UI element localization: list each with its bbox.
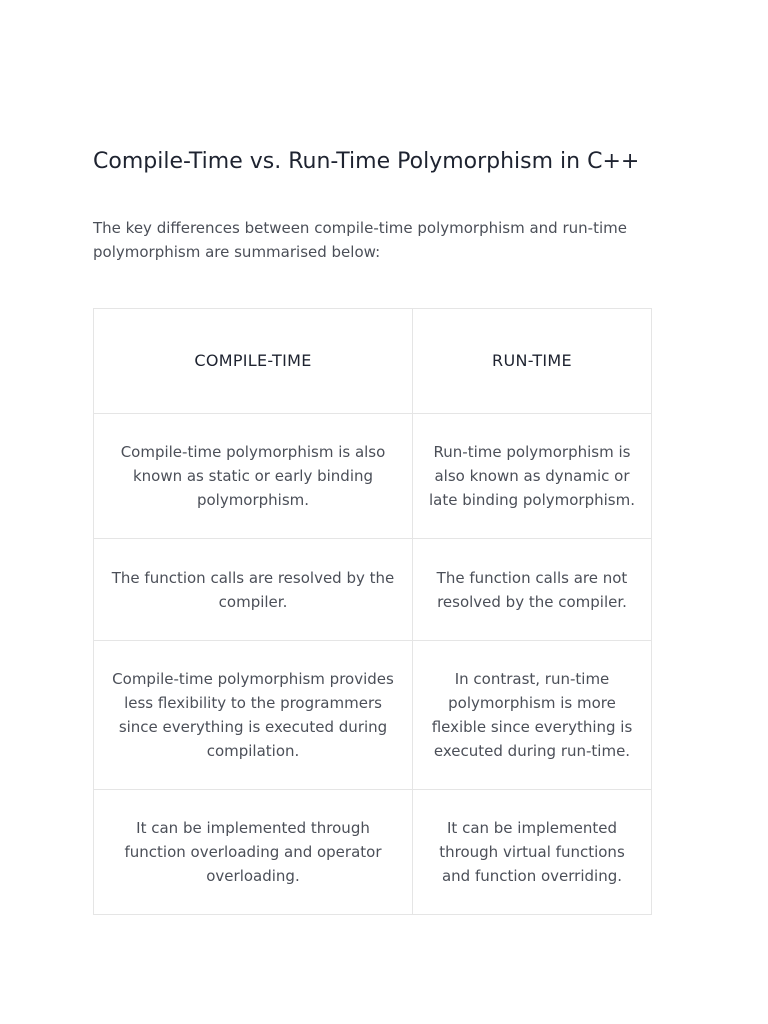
table-row (94, 414, 652, 539)
table-row (94, 539, 652, 641)
table-cell: It can be implemented through function overloading and operator overloading. (94, 790, 413, 915)
table-header-row (94, 309, 652, 414)
table-cell: The function calls are not resolved by the compiler. (413, 539, 652, 641)
intro-paragraph: The key differences between compile-time polymorphism and run-time polymorphism are summarised below: (93, 219, 627, 261)
comparison-table (93, 308, 652, 915)
header-run-time: RUN-TIME (413, 309, 652, 414)
table-row (94, 641, 652, 790)
table-cell: The function calls are resolved by the compiler. (94, 539, 413, 641)
table-cell: In contrast, run-time polymorphism is more flexible since everything is executed during run-time. (413, 641, 652, 790)
page-title: Compile-Time vs. Run-Time Polymorphism in C++ (93, 149, 640, 174)
table-cell: Compile-time polymorphism provides less flexibility to the programmers since everything is executed during compilation. (94, 641, 413, 790)
header-compile-time: COMPILE-TIME (94, 309, 413, 414)
table-row (94, 790, 652, 915)
article (93, 146, 673, 264)
table-cell: It can be implemented through virtual functions and function overriding. (413, 790, 652, 915)
table-cell: Run-time polymorphism is also known as dynamic or late binding polymorphism. (413, 414, 652, 539)
table-cell: Compile-time polymorphism is also known as static or early binding polymorphism. (94, 414, 413, 539)
